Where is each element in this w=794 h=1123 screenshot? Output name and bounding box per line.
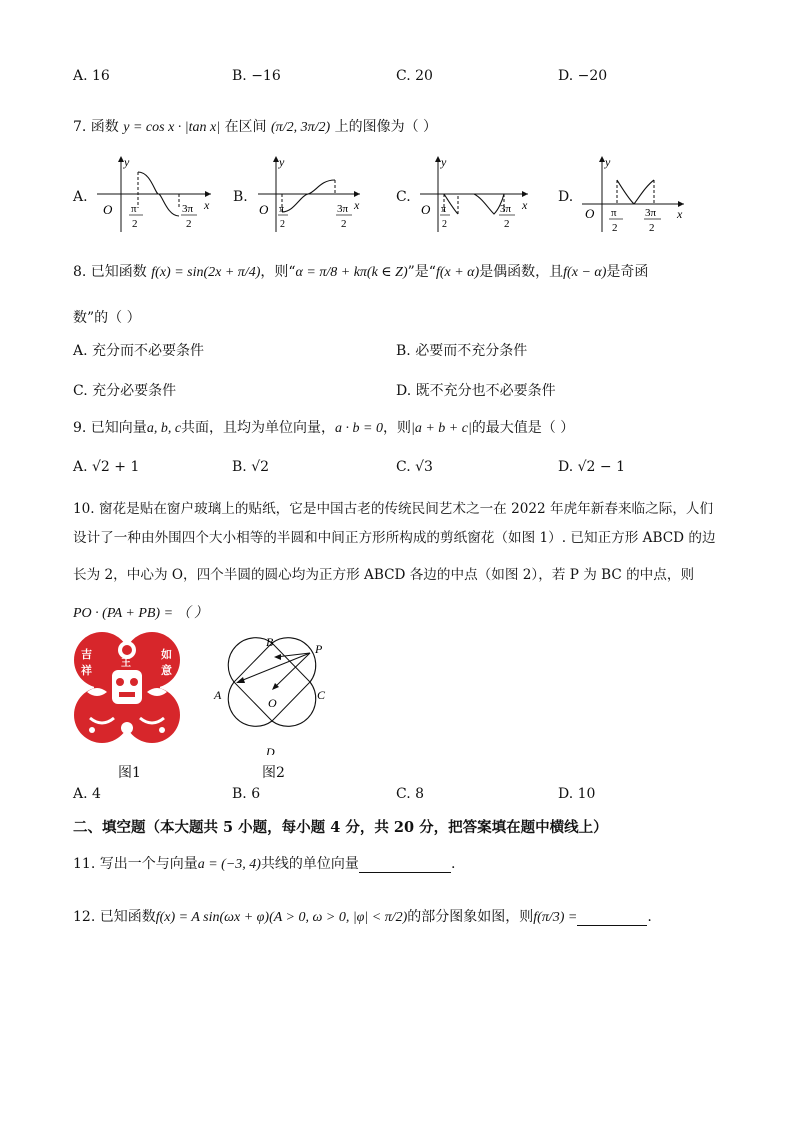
q9-dot: a · b = 0 bbox=[335, 421, 383, 436]
q8-option-c: C. 充分必要条件 bbox=[73, 383, 177, 399]
q7d-origin: O bbox=[585, 206, 595, 221]
fig1-char-yi: 意 bbox=[161, 665, 172, 677]
q9-option-b: B. √2 bbox=[232, 459, 270, 475]
q12-mid: 的部分图象如图，则 bbox=[407, 909, 534, 925]
q9-option-d: D. √2 − 1 bbox=[558, 459, 625, 475]
q8-mid: ，则“ bbox=[260, 264, 296, 280]
q9-mid2: ，则 bbox=[382, 420, 411, 436]
q9-option-c: C. √3 bbox=[396, 459, 433, 475]
q10-line1: 10. 窗花是贴在窗户玻璃上的贴纸，它是中国古老的传统民间艺术之一在 2022 年虎年新春来临之际，人们 bbox=[73, 501, 714, 517]
fig1-char-ru: 如 bbox=[161, 649, 172, 661]
q12-end: . bbox=[647, 909, 652, 925]
q6-option-b: B. −16 bbox=[232, 68, 281, 84]
q8-suffix: 是奇函 bbox=[606, 264, 649, 280]
q7d-pi-den: 2 bbox=[612, 222, 618, 234]
q6-option-c: C. 20 bbox=[396, 68, 433, 84]
q9-abs: |a + b + c| bbox=[410, 421, 472, 436]
q9-prefix: 9. 已知向量 bbox=[73, 420, 147, 436]
q10-figure1-paper-cut bbox=[72, 630, 182, 745]
q10-figure2-caption: 图2 bbox=[262, 765, 285, 781]
fig2-label-b: B bbox=[266, 635, 274, 649]
q10-figure1-caption: 图1 bbox=[118, 765, 141, 781]
fig1-char-wang: 王 bbox=[121, 658, 131, 669]
q7-interval: (π/2, 3π/2) bbox=[271, 120, 331, 135]
fig1-char-xiang: 祥 bbox=[81, 665, 92, 677]
q7b-3pi-den: 2 bbox=[341, 218, 347, 230]
q12-prefix: 12. 已知函数 bbox=[73, 909, 156, 925]
q10-option-d: D. 10 bbox=[558, 786, 596, 802]
q7b-y-label: y bbox=[279, 155, 285, 169]
fig2-label-o: O bbox=[268, 696, 277, 710]
q7b-origin: O bbox=[259, 202, 269, 217]
q7b-pi-den: 2 bbox=[280, 219, 285, 230]
q12-condition: (A > 0, ω > 0, |φ| < π/2) bbox=[269, 910, 408, 925]
q7c-origin: O bbox=[421, 202, 431, 217]
q7-label-b: B. bbox=[233, 189, 248, 205]
q7-prefix: 7. 函数 bbox=[73, 119, 119, 135]
q10-option-a: A. 4 bbox=[73, 786, 101, 802]
q10-line4: PO · (PA + PB) = （ ） bbox=[73, 606, 209, 621]
q11-answer-blank[interactable] bbox=[359, 856, 451, 873]
q7-label-d: D. bbox=[558, 189, 574, 205]
q7a-3pi-num: 3π bbox=[182, 203, 194, 215]
q7a-x-label: x bbox=[204, 198, 210, 212]
q7-suffix: 上的图像为（ ） bbox=[334, 119, 438, 135]
fig2-label-c: C bbox=[317, 688, 326, 702]
q11-vector: a = (−3, 4) bbox=[197, 857, 261, 872]
q8-mid3: 是偶函数，且 bbox=[479, 264, 564, 280]
q9-suffix: 的最大值是（ ） bbox=[471, 420, 575, 436]
q8-line2: 数”的（ ） bbox=[73, 310, 141, 326]
q7-label-a: A. bbox=[73, 189, 88, 205]
q7d-y-label: y bbox=[605, 155, 611, 169]
q7-graph-a bbox=[95, 152, 215, 234]
q7b-3pi-num: 3π bbox=[337, 203, 349, 215]
q8-odd-expr: f(x − α) bbox=[563, 265, 607, 280]
q8-option-a: A. 充分而不必要条件 bbox=[73, 343, 205, 359]
q7-stem bbox=[73, 116, 437, 136]
fig2-label-d: D bbox=[266, 745, 275, 755]
q7d-3pi-den: 2 bbox=[649, 222, 655, 234]
q8-function: f(x) = sin(2x + π/4) bbox=[151, 265, 261, 280]
q9-option-a: A. √2 + 1 bbox=[73, 459, 140, 475]
q10-line2: 设计了一种由外围四个大小相等的半圆和中间正方形所构成的剪纸窗花（如图 1）. 已知正方形 ABCD 的边 bbox=[73, 530, 716, 546]
q11-stem bbox=[73, 853, 455, 873]
q10-figure2-diagram bbox=[210, 635, 340, 755]
q8-even-expr: f(x + α) bbox=[435, 265, 480, 280]
q7c-x-label: x bbox=[522, 198, 528, 212]
q7b-x-label: x bbox=[354, 198, 360, 212]
q9-mid: 共面，且均为单位向量， bbox=[181, 420, 336, 436]
fig1-char-ji: 吉 bbox=[81, 649, 92, 661]
q7c-3pi-num: 3π bbox=[500, 203, 512, 215]
q6-option-d: D. −20 bbox=[558, 68, 608, 84]
q7-mid: 在区间 bbox=[224, 119, 267, 135]
q8-option-d: D. 既不充分也不必要条件 bbox=[396, 383, 556, 399]
q7b-pi-num: π bbox=[279, 204, 285, 215]
fig2-label-p: P bbox=[315, 642, 323, 656]
q6-option-a: A. 16 bbox=[73, 68, 110, 84]
q7-graph-d bbox=[580, 152, 690, 234]
q9-stem bbox=[73, 417, 574, 437]
q8-line1 bbox=[73, 261, 648, 281]
q8-mid2: ”是“ bbox=[407, 264, 436, 280]
q7a-origin: O bbox=[103, 202, 113, 217]
q12-function: f(x) = A sin(ωx + φ) bbox=[155, 910, 270, 925]
q7a-3pi-den: 2 bbox=[186, 218, 192, 230]
q7c-pi-den: 2 bbox=[442, 219, 447, 230]
q7a-pi-num: π bbox=[131, 203, 137, 215]
q7c-y-label: y bbox=[441, 155, 447, 169]
q9-vectors: a, b, c bbox=[146, 421, 182, 436]
q10-option-c: C. 8 bbox=[396, 786, 425, 802]
q12-ask: f(π/3) = bbox=[533, 910, 578, 925]
q7-label-c: C. bbox=[396, 189, 411, 205]
q8-prefix: 8. 已知函数 bbox=[73, 264, 147, 280]
q7-expression: y = cos x · |tan x| bbox=[123, 120, 221, 135]
q7d-3pi-num: 3π bbox=[645, 207, 657, 219]
q12-stem bbox=[73, 906, 652, 926]
q12-answer-blank[interactable] bbox=[577, 909, 647, 926]
section2-heading: 二、填空题（本大题共 5 小题，每小题 4 分，共 20 分，把答案填在题中横线上） bbox=[73, 819, 608, 836]
q11-end: . bbox=[450, 856, 456, 872]
q7a-y-label: y bbox=[124, 155, 130, 169]
q7a-pi-den: 2 bbox=[132, 218, 138, 230]
q7d-x-label: x bbox=[677, 207, 683, 221]
q7-graph-b bbox=[256, 152, 366, 234]
q10-line3: 长为 2，中心为 O，四个半圆的圆心均为正方形 ABCD 各边的中点（如图 2），若 P 为 BC 的中点，则 bbox=[73, 567, 695, 583]
q7d-pi-num: π bbox=[611, 207, 617, 219]
q11-suffix: 共线的单位向量 bbox=[260, 856, 359, 872]
q7c-pi-num: π bbox=[441, 204, 447, 215]
q10-option-b: B. 6 bbox=[232, 786, 261, 802]
q8-option-b: B. 必要而不充分条件 bbox=[396, 343, 528, 359]
fig2-label-a: A bbox=[214, 688, 222, 702]
q7c-3pi-den: 2 bbox=[504, 218, 510, 230]
q11-prefix: 11. 写出一个与向量 bbox=[73, 856, 198, 872]
q7-graph-c bbox=[418, 152, 533, 234]
q8-condition: α = π/8 + kπ(k ∈ Z) bbox=[295, 265, 408, 280]
